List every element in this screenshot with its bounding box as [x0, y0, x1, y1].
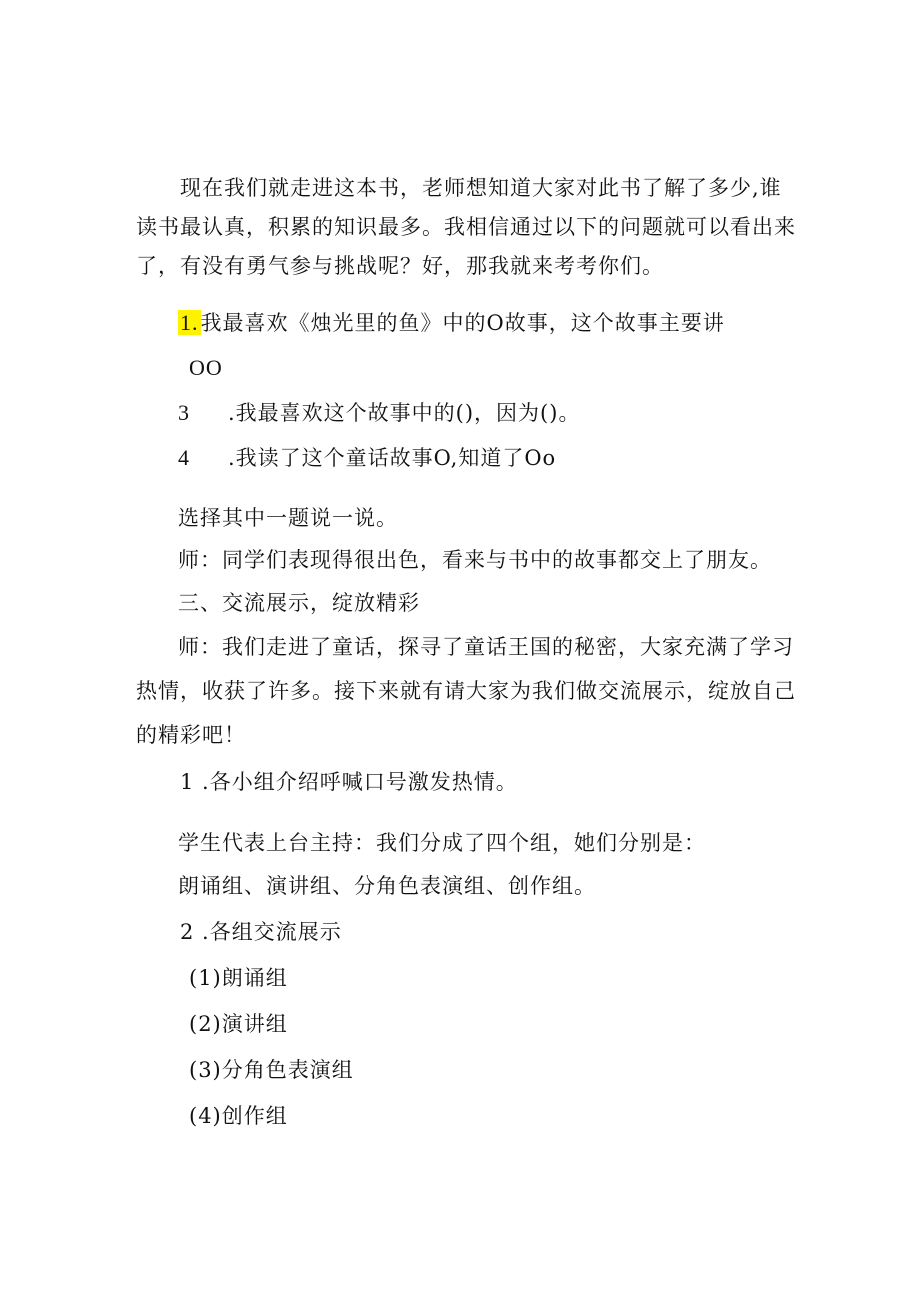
question-1-number: 1.	[180, 310, 199, 335]
teacher-line-2b: 热情，收获了许多。接下来就有请大家为我们做交流展示，绽放自己	[136, 679, 796, 703]
student-host-line: 学生代表上台主持：我们分成了四个组，她们分别是：	[178, 831, 706, 855]
group-item-3: (3)分角色表演组	[189, 1058, 354, 1082]
step-2: 2 .各组交流展示	[180, 920, 342, 944]
choose-line: 选择其中一题说一说。	[178, 506, 398, 530]
question-4	[178, 443, 556, 473]
teacher-line-2c: 的精彩吧！	[136, 723, 246, 747]
intro-line-3: 了，有没有勇气参与挑战呢？好，那我就来考考你们。	[136, 254, 664, 278]
question-3-number: 3	[178, 400, 190, 425]
group-item-2: (2)演讲组	[189, 1012, 288, 1036]
groups-line: 朗诵组、演讲组、分角色表演组、创作组。	[178, 874, 596, 898]
question-1	[178, 308, 725, 338]
teacher-line-1: 师：同学们表现得很出色，看来与书中的故事都交上了朋友。	[178, 548, 772, 572]
question-4-number: 4	[178, 445, 190, 470]
question-3	[178, 398, 580, 428]
teacher-line-2a: 师：我们走进了童话，探寻了童话王国的秘密，大家充满了学习	[178, 635, 794, 659]
section-heading-3: 三、交流展示，绽放精彩	[178, 591, 420, 615]
intro-line-1: 现在我们就走进这本书，老师想知道大家对此书了解了多少,谁	[180, 176, 782, 200]
question-3-text: .我最喜欢这个故事中的()，因为()。	[228, 401, 581, 425]
group-item-1: (1)朗诵组	[189, 966, 288, 990]
group-item-4: (4)创作组	[189, 1104, 288, 1128]
question-1-continuation: OO	[189, 355, 223, 380]
question-4-text: .我读了这个童话故事O,知道了Oo	[228, 446, 557, 470]
question-1-text: 我最喜欢《烛光里的鱼》中的O故事，这个故事主要讲	[200, 311, 725, 335]
step-1: 1 .各小组介绍呼喊口号激发热情。	[180, 770, 518, 794]
intro-line-2: 读书最认真，积累的知识最多。我相信通过以下的问题就可以看出来	[136, 215, 796, 239]
